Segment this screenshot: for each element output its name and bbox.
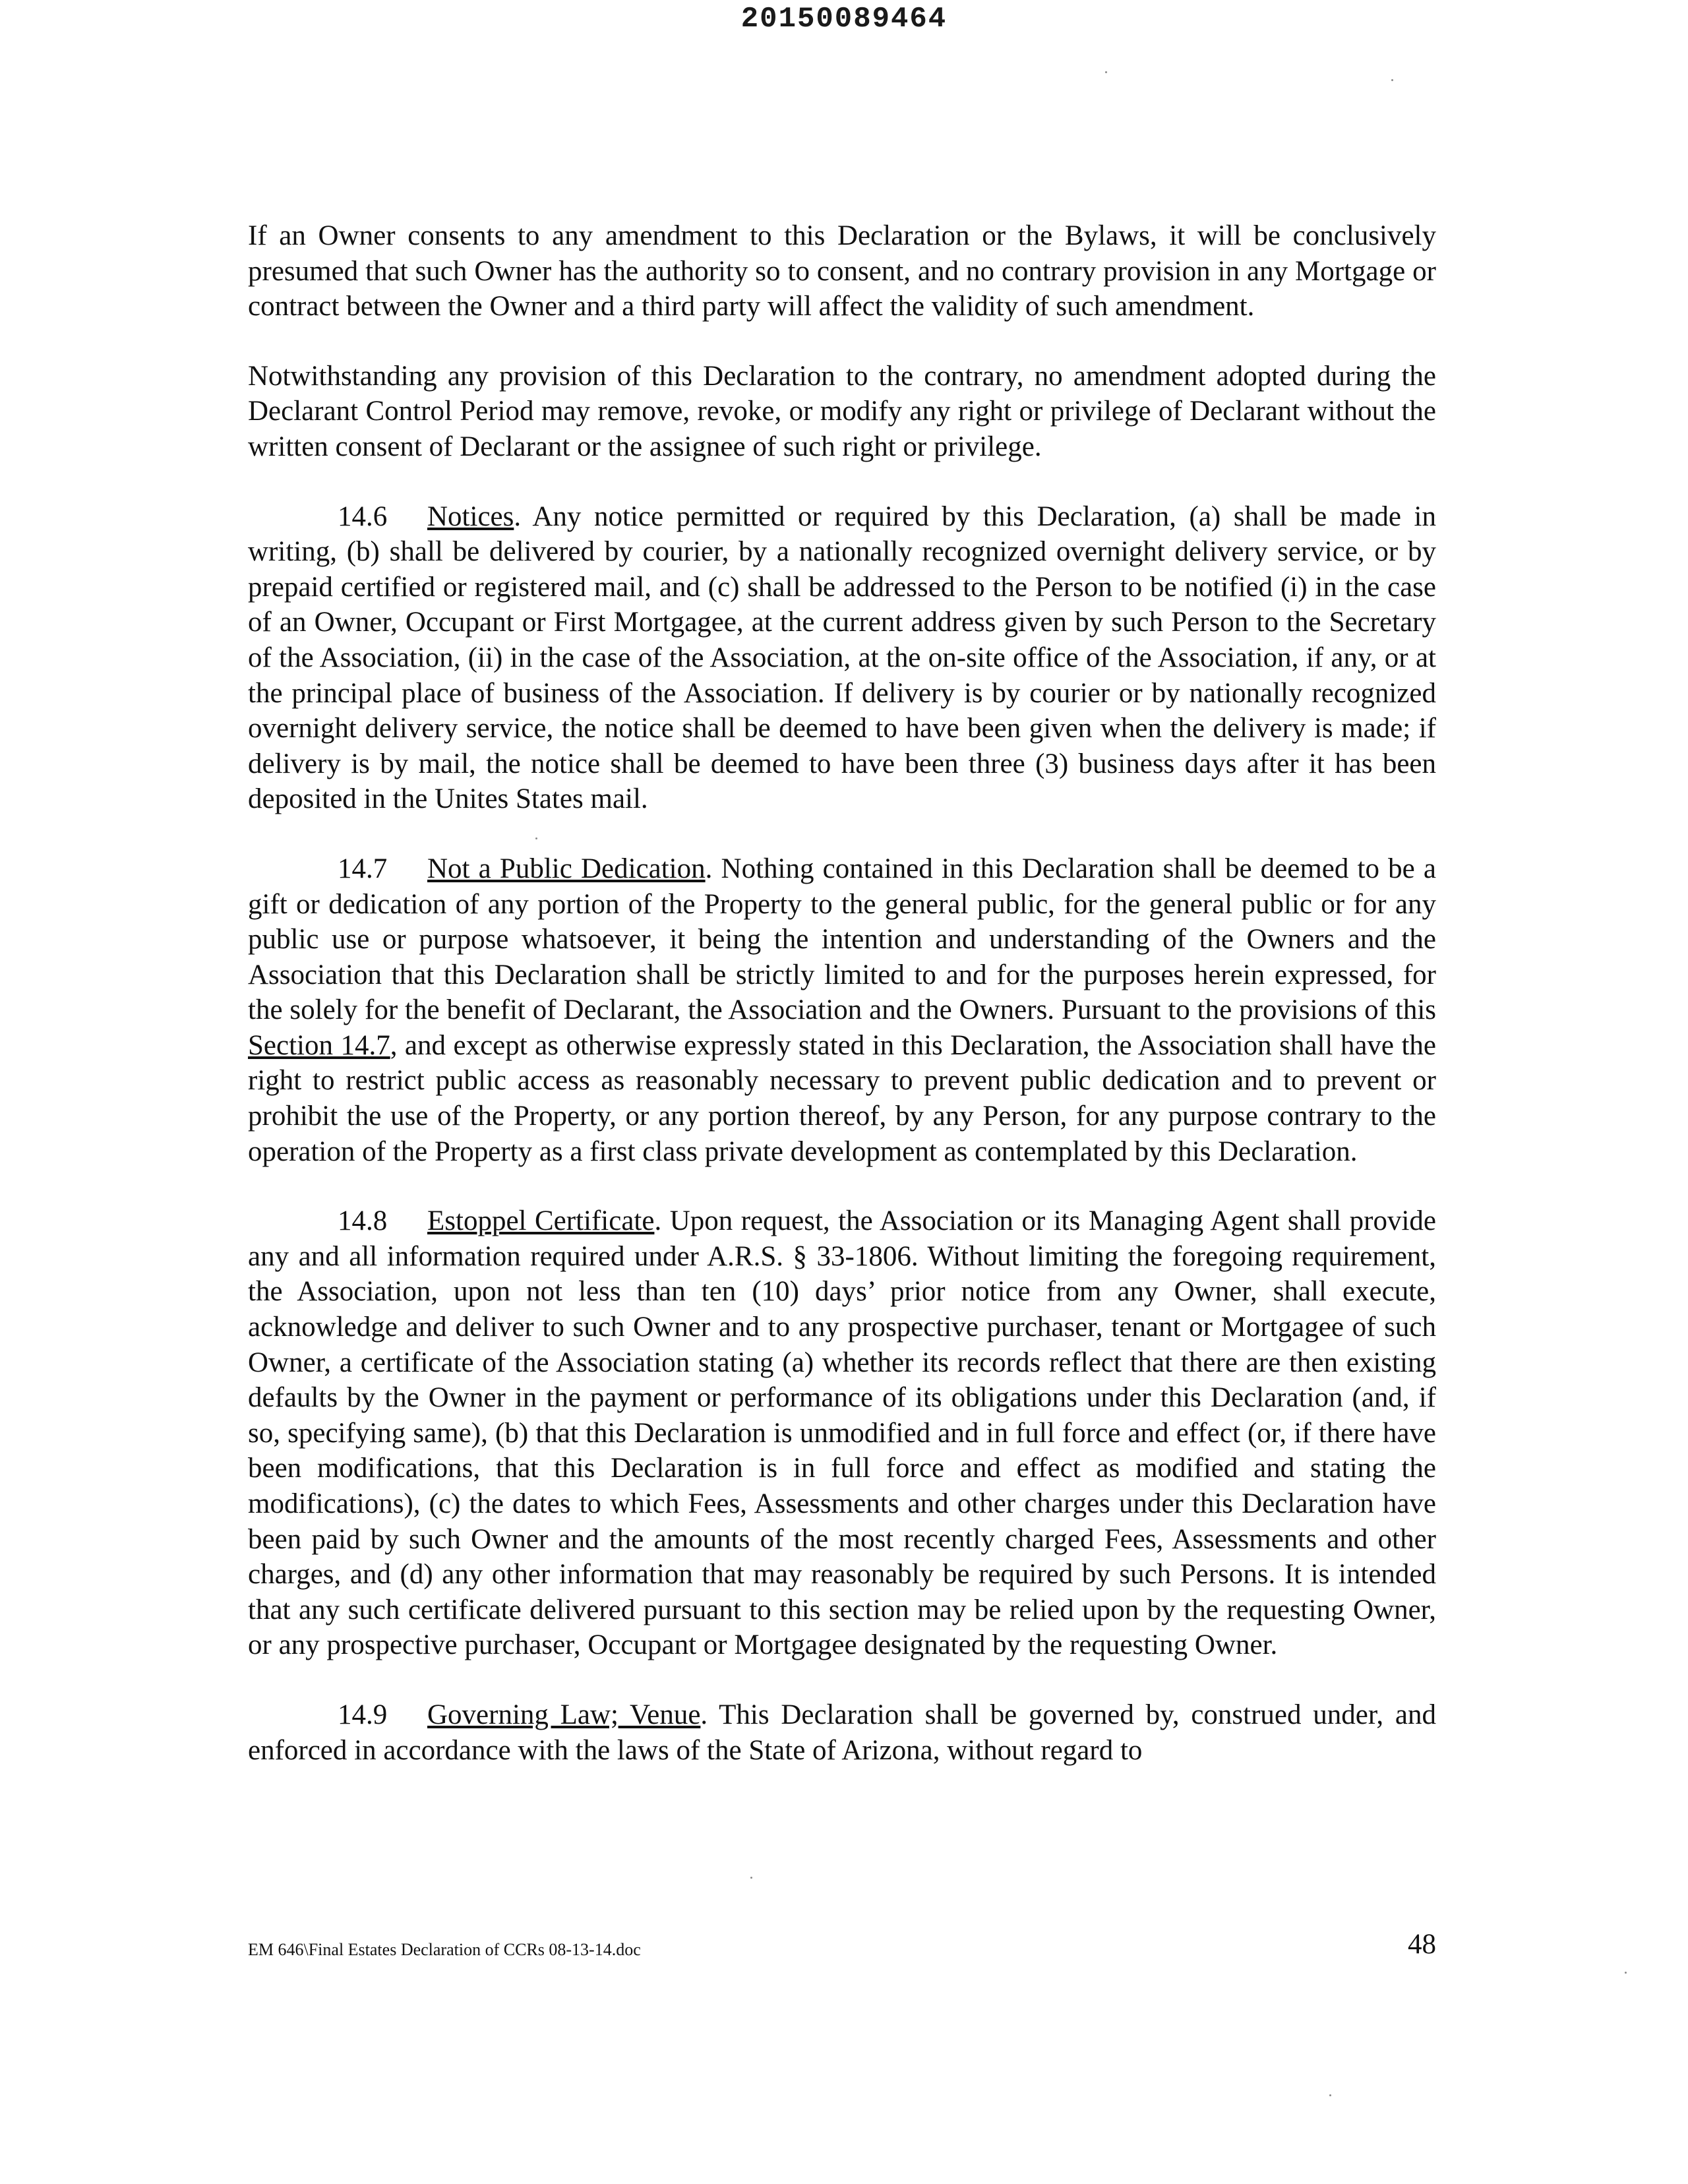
section-number: 14.7 [338, 853, 388, 884]
scan-speck [1105, 71, 1107, 73]
section-heading: Estoppel Certificate [427, 1205, 655, 1237]
declarant-control-paragraph: Notwithstanding any provision of this Declaration to the contrary, no amendment adopted during the Declarant Control Period may remove, revoke, or modify any right or privilege of Declarant without the written consent of Declarant or the assignee of such right or privilege. [248, 360, 1436, 462]
section-14-6-notices [248, 499, 1436, 817]
amendment-consent-paragraph: If an Owner consents to any amendment to this Declaration or the Bylaws, it will be conclusively presumed that such Owner has the authority so to consent, and no contrary provision in any Mortgage or contract between the Owner and a third party will affect the validity of such amendment. [248, 220, 1436, 322]
scan-speck [1625, 1972, 1627, 1974]
section-cross-reference: Section 14.7 [248, 1029, 390, 1061]
recording-number: 20150089464 [740, 3, 948, 36]
section-14-9-governing-law [248, 1697, 1436, 1768]
scan-speck [535, 837, 537, 839]
scan-speck [1329, 2094, 1331, 2096]
section-body-continued: , and except as otherwise expressly stated in this Declaration, the Association shall have the right to restrict public access as reasonably necessary to prevent public dedication and to prevent or prohibit the use of the Property, or any portion thereof, by any Person, for any purpose contrary to the operation of the Property as a first class private development as contemplated by this Declaration. [248, 1029, 1436, 1167]
section-14-7-not-a-public-dedication [248, 851, 1436, 1169]
section-number: 14.6 [338, 501, 388, 532]
section-body: . Upon request, the Association or its Managing Agent shall provide any and all information required under A.R.S. § 33-1806. Without limiting the foregoing requirement, the Association, upon not less than ten (10) days’ prior notice from any Owner, shall execute, acknowledge and deliver to such Owner and to any prospective purchaser, tenant or Mortgagee of such Owner, a certificate of the Association stating (a) whether its records reflect that there are then existing defaults by the Owner in the payment or performance of its obligations under this Declaration (and, if so, specifying same), (b) that this Declaration is unmodified and in full force and effect (or, if there have been modifications, that this Declaration is in full force and effect as modified and stating the modifications), (c) the dates to which Fees, Assessments and other charges under this Declaration have been paid by such Owner and the amounts of the most recently charged Fees, Assessments and other charges, and (d) any other information that may reasonably be required by such Persons. It is intended that any such certificate delivered pursuant to this section may be relied upon by the requesting Owner, or any prospective purchaser, Occupant or Mortgagee designated by the requesting Owner. [248, 1205, 1436, 1661]
scan-speck [1391, 79, 1393, 81]
document-body [248, 218, 1436, 1802]
section-number: 14.8 [338, 1205, 388, 1237]
section-heading: Governing Law; Venue [427, 1699, 701, 1730]
section-number: 14.9 [338, 1699, 388, 1730]
section-body: . Any notice permitted or required by this Declaration, (a) shall be made in writing, (b) shall be delivered by courier, by a nationally recognized overnight delivery service, or by prepaid certified or registered mail, and (c) shall be addressed to the Person to be notified (i) in the case of an Owner, Occupant or First Mortgagee, at the current address given by such Person to the Secretary of the Association, (ii) in the case of the Association, at the on-site office of the Association, if any, or at the principal place of business of the Association. If delivery is by courier or by nationally recognized overnight delivery service, the notice shall be deemed to have been given when the delivery is made; if delivery is by mail, the notice shall be deemed to have been three (3) business days after it has been deposited in the Unites States mail. [248, 501, 1436, 815]
footer-file-path: EM 646\Final Estates Declaration of CCRs 08-13-14.doc [248, 1940, 641, 1959]
page-number: 48 [1408, 1929, 1436, 1960]
scan-speck [750, 1877, 752, 1879]
section-body: . Nothing contained in this Declaration shall be deemed to be a gift or dedication of any portion of the Property to the general public, for the general public or for any public use or purpose whatsoever, it being the intention and understanding of the Owners and the Association that this Declaration shall be strictly limited to and for the purposes herein expressed, for the solely for the benefit of Declarant, the Association and the Owners. Pursuant to the provisions of this [248, 853, 1436, 1026]
section-body: . This Declaration shall be governed by, construed under, and enforced in accordance with the laws of the State of Arizona, without regard to [248, 1699, 1436, 1766]
section-14-8-estoppel-certificate [248, 1203, 1436, 1663]
section-heading: Notices [427, 501, 514, 532]
section-heading: Not a Public Dedication [427, 853, 706, 884]
